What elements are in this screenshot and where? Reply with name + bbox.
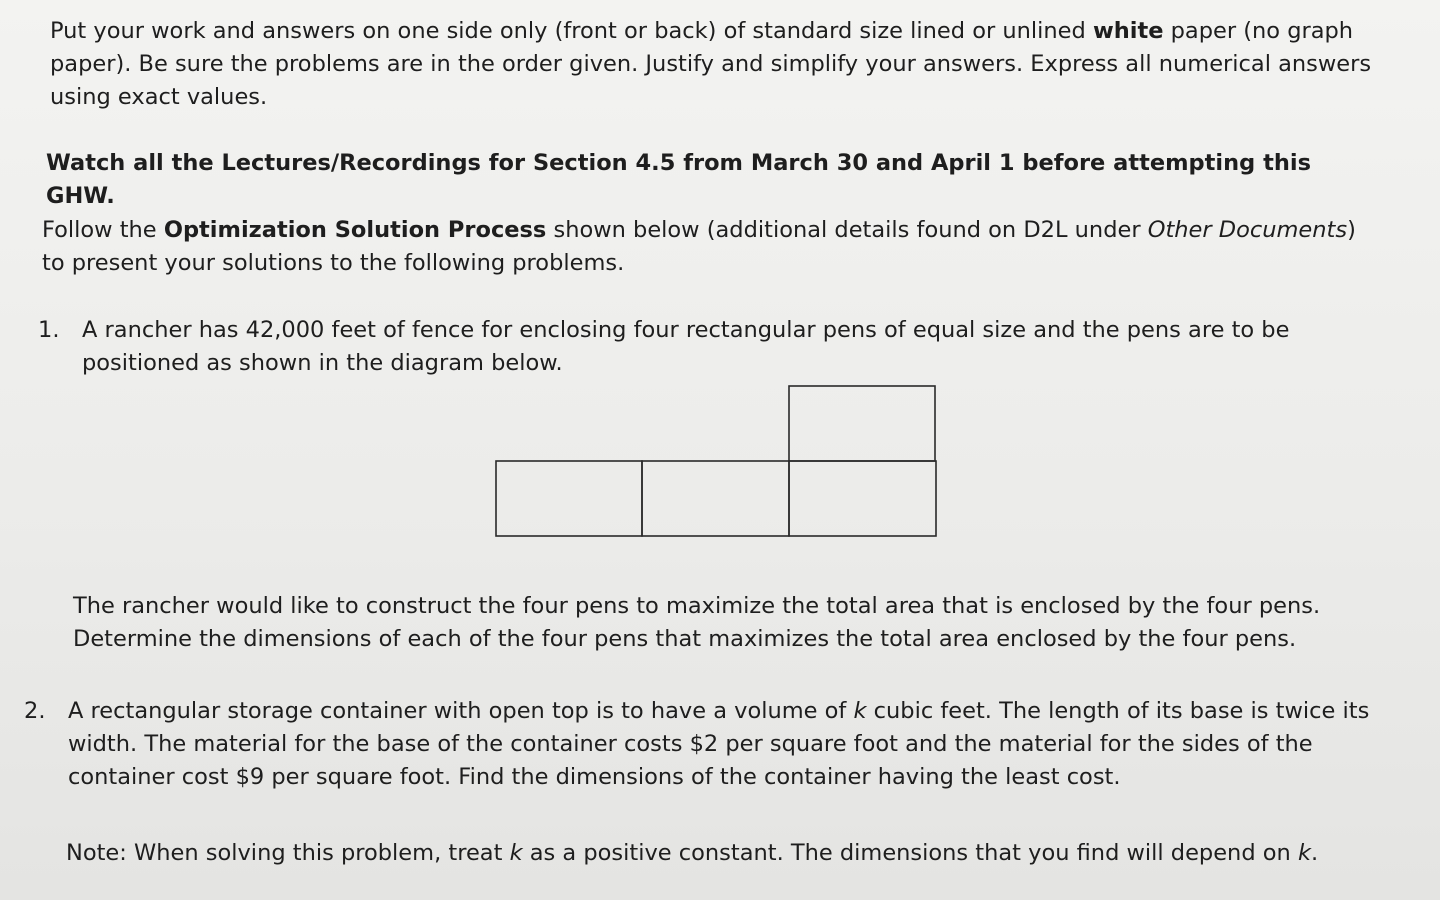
- note-text-2: as a positive constant. The dimensions that you find will depend on: [522, 840, 1298, 866]
- intro-text-1: Put your work and answers on one side only (front or back) of standard size lined or unlined: [50, 18, 1093, 44]
- pen-bottom-left: [496, 461, 642, 536]
- note-text-3: .: [1310, 840, 1319, 866]
- problem-2-note: [66, 837, 1396, 870]
- problem-2-text-1: A rectangular storage container with open top is to have a volume of: [68, 698, 854, 724]
- problem-2-text-2: cubic feet. The length of its base is twice its width. The material for the base of the container costs $2 per square foot and the material for the sides of the container cost $9 per square foot. Find the dimensions of the container having the least cost.: [68, 698, 1370, 790]
- follow-text-2: shown below (additional details found on D2L under: [546, 217, 1148, 243]
- note-var-k-2: k: [1297, 840, 1311, 866]
- problem-1-number: 1.: [38, 317, 60, 343]
- follow-text-3: ) to present your solutions to the following problems.: [42, 217, 1356, 276]
- intro-paragraph: [50, 15, 1390, 114]
- follow-italic-documents: Other Documents: [1147, 217, 1348, 243]
- pen-top-right: [789, 386, 935, 461]
- watch-lectures-notice: Watch all the Lectures/Recordings for Section 4.5 from March 30 and April 1 before attempting this GHW.: [46, 150, 1311, 209]
- problem-2-number: 2.: [24, 698, 46, 724]
- problem-1-continued: The rancher would like to construct the four pens to maximize the total area that is enclosed by the four pens. Determine the dimensions of each of the four pens that maximizes the total area enclosed by the four pens.: [73, 593, 1321, 652]
- follow-bold-process: Optimization Solution Process: [163, 217, 547, 243]
- problem-2: [24, 695, 1414, 794]
- note-var-k-1: k: [509, 840, 523, 866]
- problem-2-text: [68, 695, 1414, 794]
- intro-bold-white: white: [1092, 18, 1164, 44]
- problem-1: [38, 314, 1358, 380]
- note-text-1: Note: When solving this problem, treat: [66, 840, 510, 866]
- problem-2-var-k: k: [853, 698, 867, 724]
- follow-text-1: Follow the: [42, 217, 164, 243]
- follow-paragraph: [42, 214, 1382, 280]
- problem-1-text: A rancher has 42,000 feet of fence for enclosing four rectangular pens of equal size and the pens are to be positioned as shown in the diagram below.: [82, 317, 1290, 376]
- pens-diagram-svg: [494, 385, 938, 538]
- pen-bottom-middle: [642, 461, 789, 536]
- intro-text-2: paper (no graph paper). Be sure the problems are in the order given. Justify and simplify your answers. Express all numerical answers using exact values.: [50, 18, 1372, 110]
- pens-diagram: [494, 385, 938, 538]
- pen-bottom-right: [789, 461, 936, 536]
